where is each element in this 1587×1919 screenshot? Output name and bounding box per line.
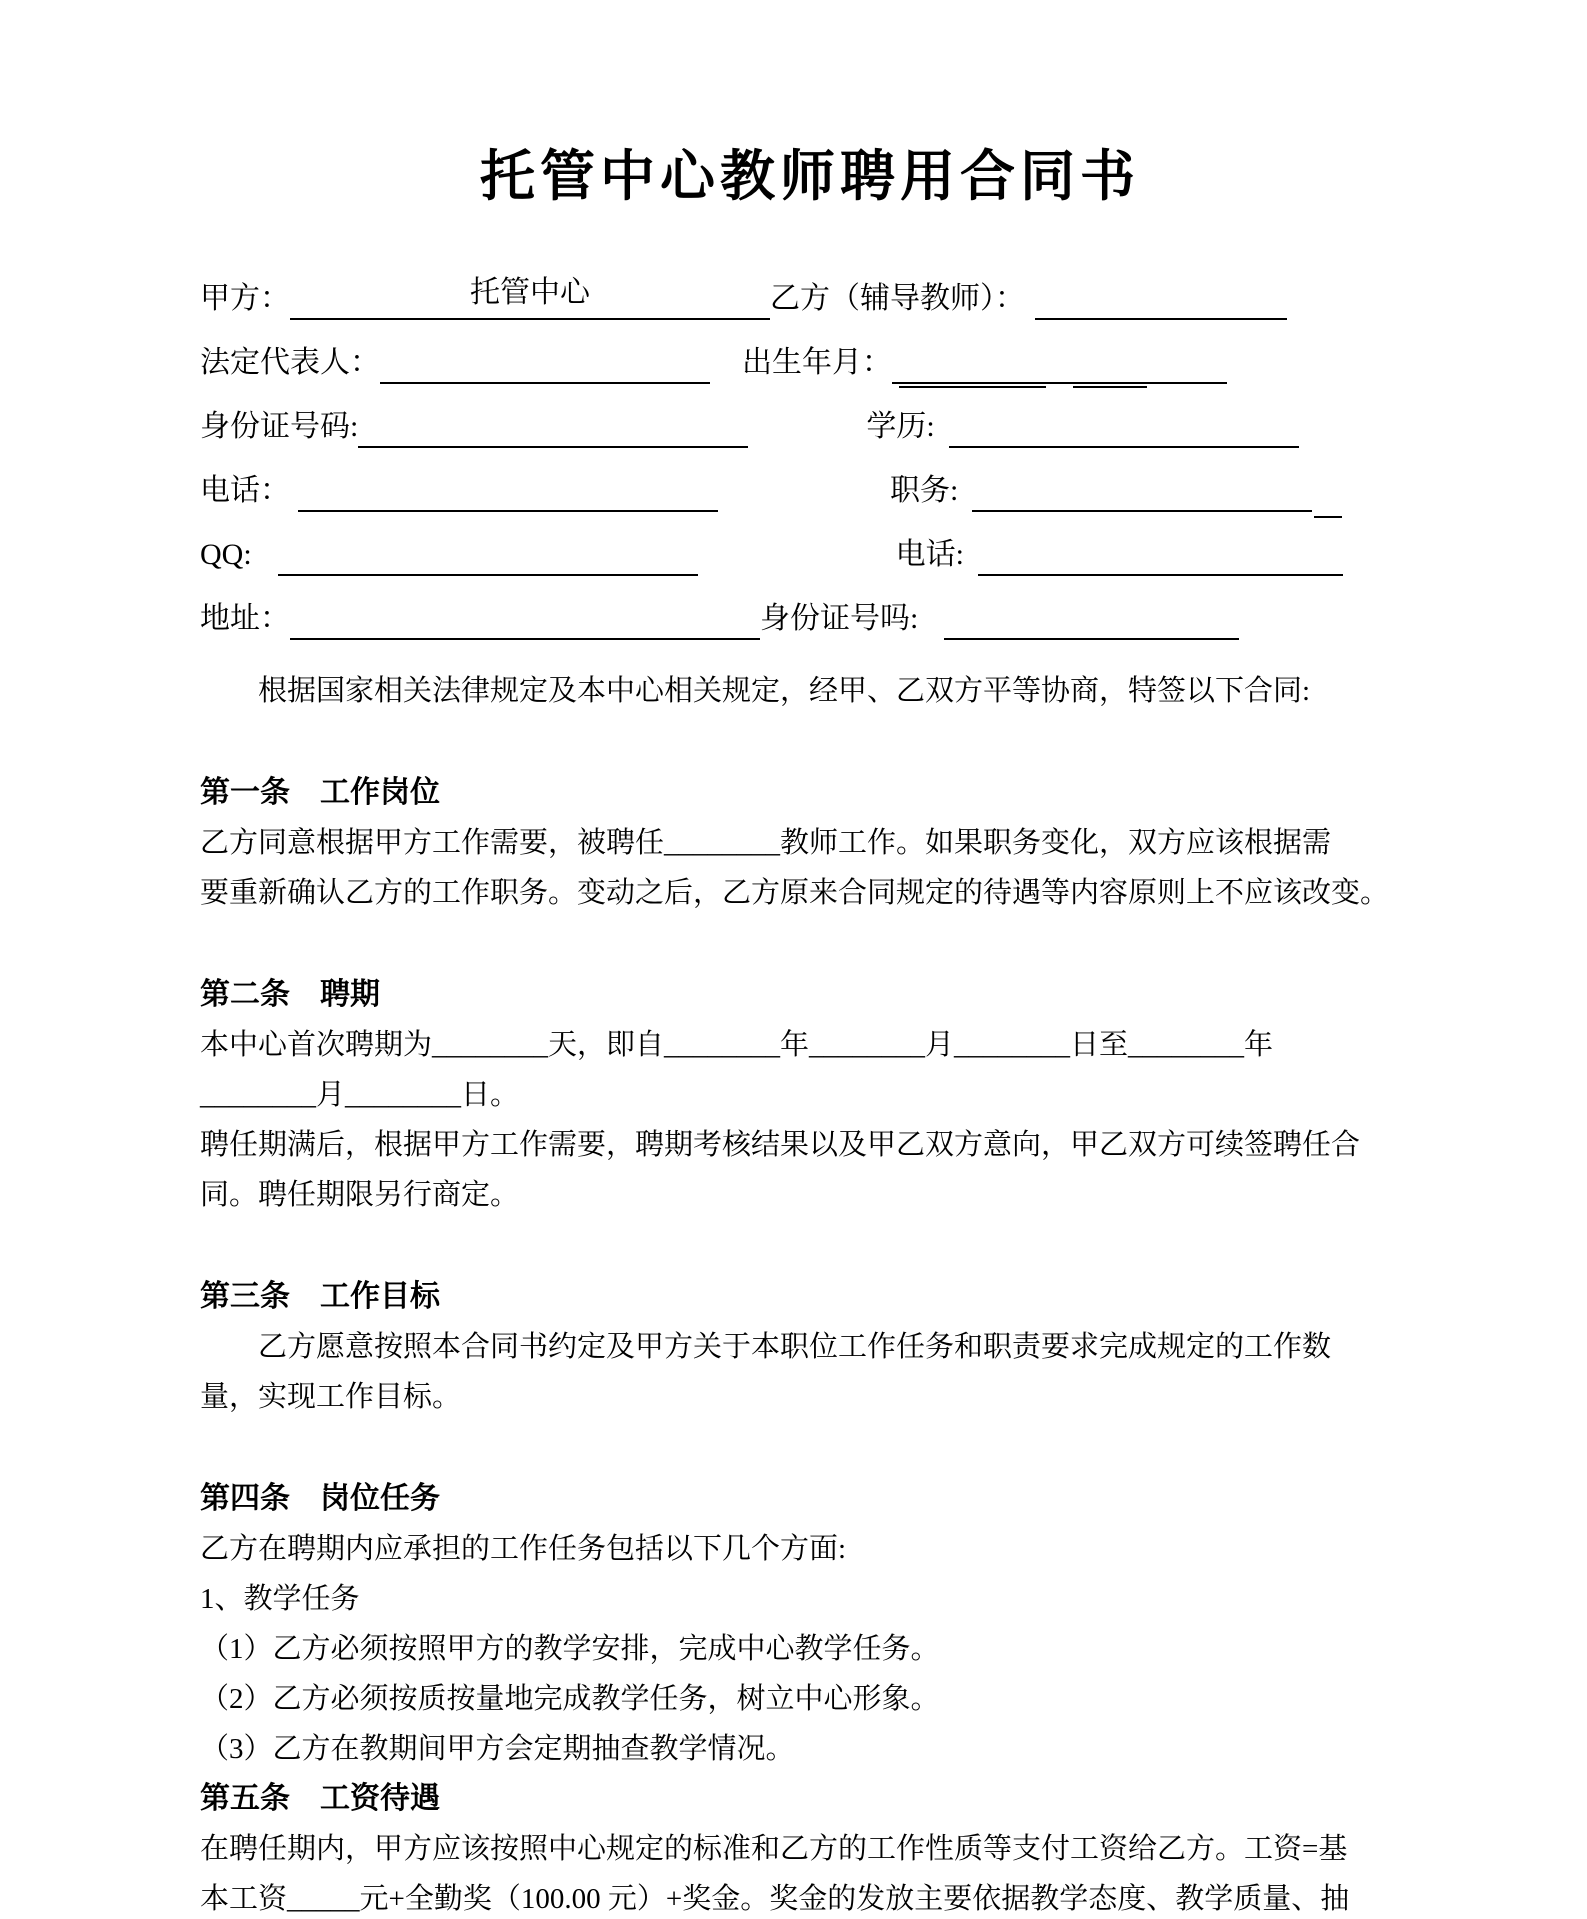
label-education: 学历: <box>866 410 935 443</box>
paragraph-line: 乙方愿意按照本合同书约定及甲方关于本职位工作任务和职责要求完成规定的工作数 <box>258 1331 1332 1363</box>
intro-paragraph: 根据国家相关法律规定及本中心相关规定，经甲、乙双方平等协商，特签以下合同: <box>258 675 1311 707</box>
label-party-b: 乙方（辅导教师）： <box>770 282 1025 315</box>
paragraph-line: 乙方同意根据甲方工作需要，被聘任________教师工作。如果职务变化，双方应该根据需 <box>200 827 1332 859</box>
party-info-form <box>200 256 1420 640</box>
blank-id-number <box>358 394 748 448</box>
form-row-qq-phone <box>200 512 1420 576</box>
label-qq: QQ: <box>200 538 252 571</box>
form-row-legal-rep-birth <box>200 320 1420 384</box>
label-phone-b: 电话: <box>895 538 965 571</box>
blank-position <box>972 458 1312 512</box>
blank-address <box>290 586 760 640</box>
blank-birth-date <box>892 330 1227 384</box>
paragraph-line: （1）乙方必须按照甲方的教学安排，完成中心教学任务。 <box>200 1633 940 1665</box>
paragraph-line: 要重新确认乙方的工作职务。变动之后，乙方原来合同规定的待遇等内容原则上不应该改变。 <box>200 877 1390 909</box>
paragraph-line: 量，实现工作目标。 <box>200 1381 462 1413</box>
section-2-heading: 第二条 聘期 <box>200 978 380 1011</box>
paragraph-line: 本中心首次聘期为________天，即自________年________月________日至________年 <box>200 1029 1274 1061</box>
section-1-work-post <box>200 768 1420 918</box>
section-5-heading: 第五条 工资待遇 <box>200 1782 440 1815</box>
document-content <box>200 0 1420 1919</box>
form-row-id-education <box>200 384 1420 448</box>
label-id-number-b: 身份证号吗: <box>760 602 919 635</box>
paragraph-line: 乙方在聘期内应承担的工作任务包括以下几个方面: <box>200 1533 847 1565</box>
label-address: 地址： <box>200 602 290 635</box>
blank-party-a-name: 托管中心 <box>290 266 770 320</box>
paragraph-line: 本工资_____元+全勤奖（100.00 元）+奖金。奖金的发放主要依据教学态度、教学质量、抽 <box>200 1883 1350 1915</box>
document-title: 托管中心教师聘用合同书 <box>479 145 1140 207</box>
label-birth-date: 出生年月： <box>742 346 892 379</box>
blank-phone-b <box>978 522 1343 576</box>
paragraph-line: 在聘任期内，甲方应该按照中心规定的标准和乙方的工作性质等支付工资给乙方。工资=基 <box>200 1833 1348 1865</box>
label-phone-a: 电话： <box>200 474 290 507</box>
form-row-party <box>200 256 1420 320</box>
section-2-employment-term <box>200 970 1420 1220</box>
section-5-salary <box>200 1774 1420 1919</box>
paragraph-line: 聘任期满后，根据甲方工作需要，聘期考核结果以及甲乙双方意向，甲乙双方可续签聘任合 <box>200 1129 1361 1161</box>
section-4-post-tasks <box>200 1474 1420 1774</box>
paragraph-line: 1、教学任务 <box>200 1583 360 1615</box>
blank-id-number-b <box>944 586 1239 640</box>
section-3-work-goal <box>200 1272 1420 1422</box>
label-legal-representative: 法定代表人： <box>200 346 380 379</box>
section-4-heading: 第四条 岗位任务 <box>200 1482 440 1515</box>
label-position: 职务: <box>890 474 959 507</box>
section-3-heading: 第三条 工作目标 <box>200 1280 440 1313</box>
blank-party-b-name <box>1035 266 1287 320</box>
blank-phone-a <box>298 458 718 512</box>
paragraph-line: （3）乙方在教期间甲方会定期抽查教学情况。 <box>200 1733 795 1765</box>
section-1-heading: 第一条 工作岗位 <box>200 776 440 809</box>
blank-legal-representative <box>380 330 710 384</box>
form-row-phone-position <box>200 448 1420 512</box>
paragraph-line: 同。聘任期限另行商定。 <box>200 1179 520 1211</box>
label-id-number: 身份证号码: <box>200 410 359 443</box>
blank-education <box>949 394 1299 448</box>
paragraph-line: （2）乙方必须按质按量地完成教学任务，树立中心形象。 <box>200 1683 940 1715</box>
blank-qq <box>278 522 698 576</box>
label-party-a: 甲方： <box>200 282 290 315</box>
paragraph-line: ________月________日。 <box>200 1079 520 1111</box>
form-row-address-id <box>200 576 1420 640</box>
